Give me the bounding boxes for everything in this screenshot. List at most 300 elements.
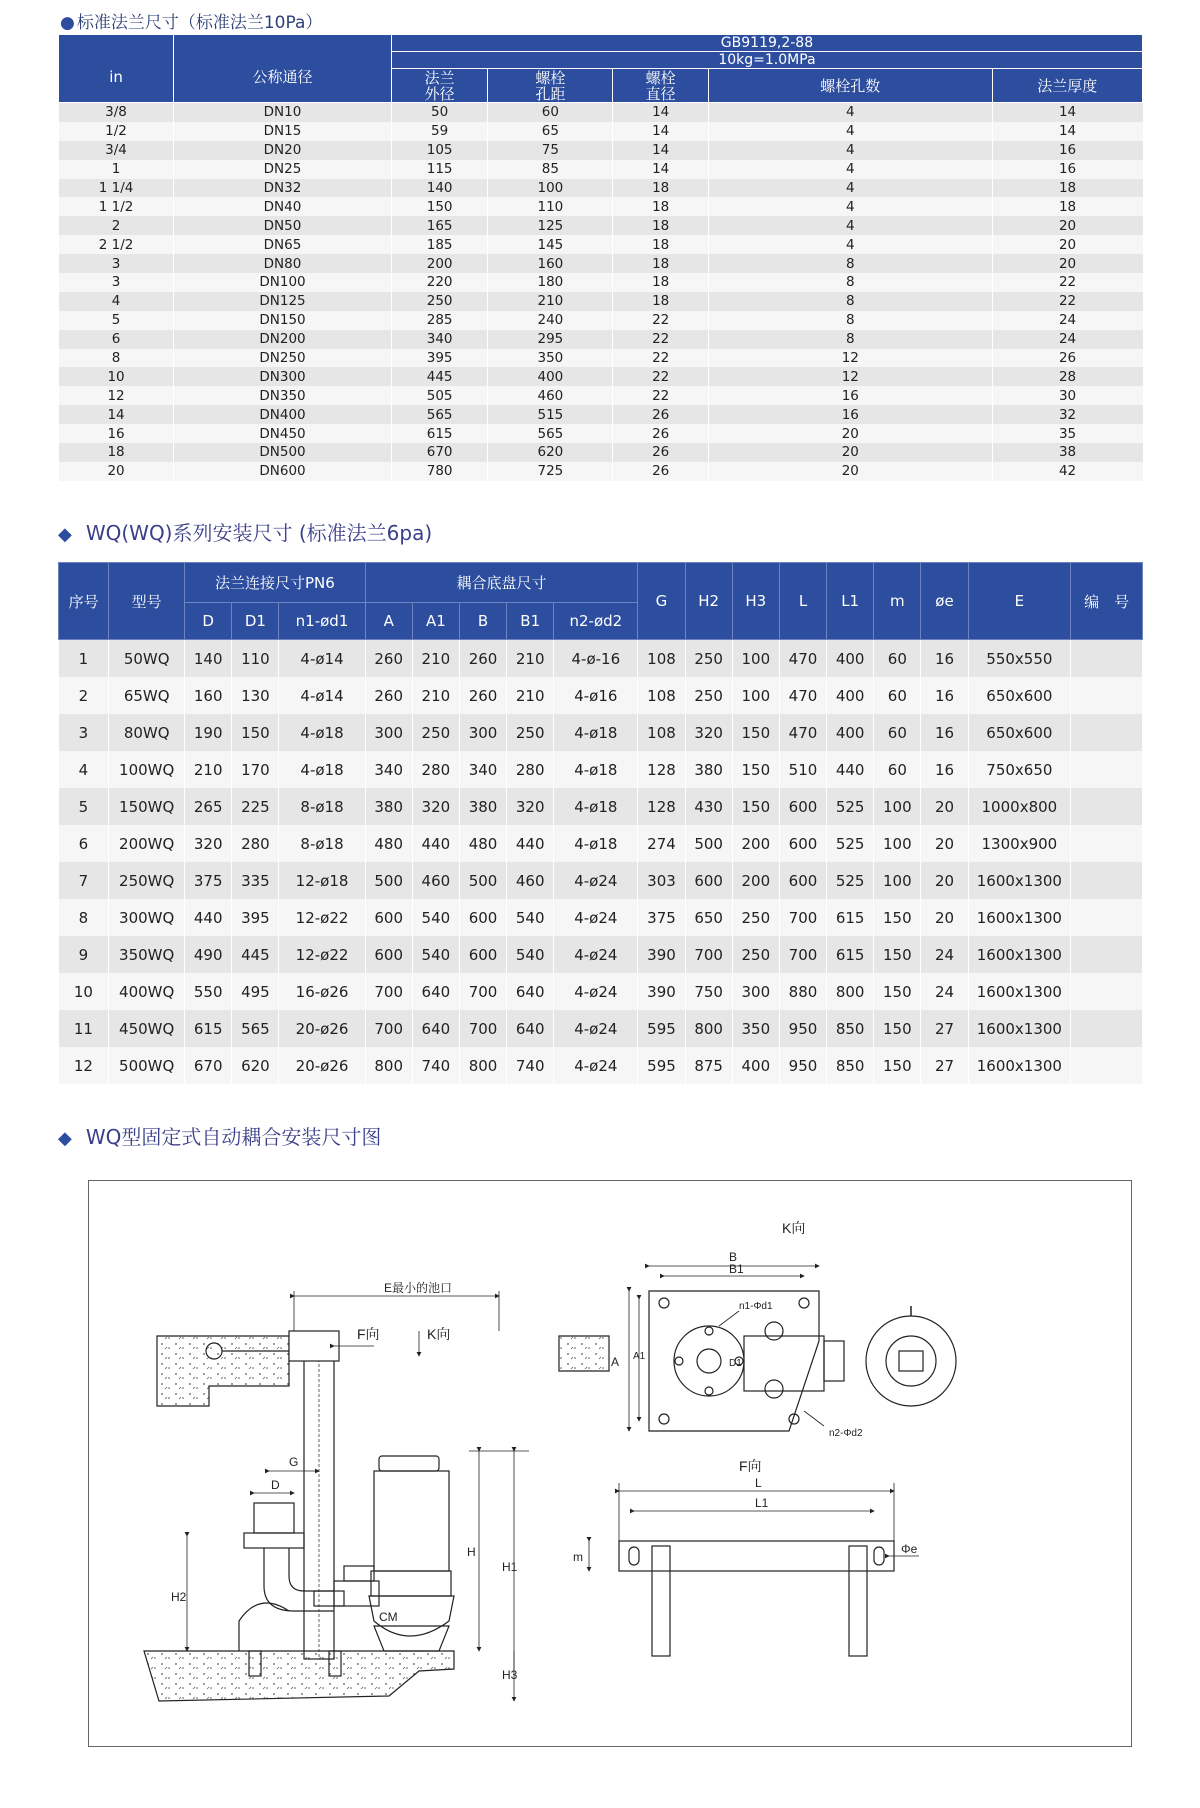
table-cell: 75 <box>488 141 613 160</box>
table-cell: DN10 <box>174 103 392 122</box>
table-cell: 540 <box>507 899 554 936</box>
table-cell: 4-ø18 <box>279 714 365 751</box>
table-cell: DN80 <box>174 254 392 273</box>
table-cell: DN50 <box>174 216 392 235</box>
seq-header: 序号 <box>59 563 109 640</box>
table-cell <box>1071 862 1143 899</box>
table-cell: 350WQ <box>109 936 185 973</box>
table-cell: 210 <box>507 677 554 714</box>
table-cell: 390 <box>638 973 685 1010</box>
table-row <box>59 1047 1143 1084</box>
table-cell: 515 <box>488 405 613 424</box>
table-cell: 395 <box>391 349 487 368</box>
table-cell: 165 <box>391 216 487 235</box>
d1-header: D1 <box>232 603 279 640</box>
table-cell: 20-ø26 <box>279 1010 365 1047</box>
table-cell: 200WQ <box>109 825 185 862</box>
table-cell: 2 1/2 <box>59 235 174 254</box>
model-header: 型号 <box>109 563 185 640</box>
table-cell: 600 <box>365 899 412 936</box>
table-cell: 220 <box>391 273 487 292</box>
l-header: L <box>779 563 826 640</box>
oe-header: øe <box>921 563 968 640</box>
table-cell: 105 <box>391 141 487 160</box>
table-cell: 880 <box>779 973 826 1010</box>
table-cell: 4-ø18 <box>554 788 638 825</box>
table-cell: 18 <box>613 254 709 273</box>
h-label: H <box>467 1545 476 1559</box>
table-cell: 50WQ <box>109 640 185 678</box>
n2-label: n2-Φd2 <box>829 1428 863 1439</box>
table-cell: DN100 <box>174 273 392 292</box>
k-view <box>629 1266 956 1431</box>
table-cell: 350 <box>488 349 613 368</box>
table-cell: 700 <box>365 973 412 1010</box>
table-cell: 300WQ <box>109 899 185 936</box>
table-cell: 20 <box>708 462 992 481</box>
table-cell: 4-ø14 <box>279 677 365 714</box>
table-cell: 565 <box>488 424 613 443</box>
table-cell: 7 <box>59 862 109 899</box>
table-cell: 440 <box>827 751 874 788</box>
table-cell: 800 <box>685 1010 732 1047</box>
table-cell: 8 <box>708 292 992 311</box>
table-cell: 24 <box>992 311 1142 330</box>
table-cell: 8 <box>708 311 992 330</box>
table-cell: 565 <box>391 405 487 424</box>
install-table <box>58 562 1143 1084</box>
table-cell: 600 <box>779 825 826 862</box>
table-cell: 18 <box>613 273 709 292</box>
table-cell: 128 <box>638 788 685 825</box>
table-cell: 1600x1300 <box>968 862 1071 899</box>
table-cell: 1600x1300 <box>968 1047 1071 1084</box>
table-row <box>59 443 1143 462</box>
table-cell: 20 <box>921 862 968 899</box>
table-cell: DN32 <box>174 179 392 198</box>
d-label: D <box>271 1478 280 1492</box>
table-cell: 320 <box>412 788 459 825</box>
table-cell: DN25 <box>174 160 392 179</box>
table-cell: 150 <box>732 788 779 825</box>
table-cell: 22 <box>992 292 1142 311</box>
table-cell: 525 <box>827 862 874 899</box>
table-cell: 4-ø18 <box>554 714 638 751</box>
bolt-pitch-header: 螺栓孔距 <box>488 69 613 103</box>
table-cell: 18 <box>613 235 709 254</box>
table-cell: 30 <box>992 386 1142 405</box>
f-view <box>589 1483 919 1656</box>
table-cell: 4 <box>708 179 992 198</box>
table-cell: 265 <box>185 788 232 825</box>
table-row <box>59 273 1143 292</box>
m-header: m <box>874 563 921 640</box>
table-cell: 150WQ <box>109 788 185 825</box>
k-view-label: K向 <box>782 1220 806 1236</box>
table-cell: 670 <box>185 1047 232 1084</box>
table-row <box>59 788 1143 825</box>
table-cell: 280 <box>412 751 459 788</box>
table-cell: 250WQ <box>109 862 185 899</box>
bolt-dia-header: 螺栓直径 <box>613 69 709 103</box>
table-cell: 470 <box>779 640 826 678</box>
table-cell: 100 <box>874 788 921 825</box>
table-cell: 4-ø24 <box>554 973 638 1010</box>
h3-header: H3 <box>732 563 779 640</box>
table-cell: 4 <box>708 141 992 160</box>
table-cell: 430 <box>685 788 732 825</box>
table-cell: 1600x1300 <box>968 936 1071 973</box>
table-cell: 100 <box>732 640 779 678</box>
table-cell: 1 1/2 <box>59 197 174 216</box>
table-cell: 4 <box>59 751 109 788</box>
table2-title: ◆ WQ(WQ)系列安装尺寸 (标准法兰6pa) <box>58 521 433 545</box>
table-cell: 400WQ <box>109 973 185 1010</box>
table-cell: DN450 <box>174 424 392 443</box>
table-cell: 24 <box>921 973 968 1010</box>
table-cell: 18 <box>613 292 709 311</box>
table-cell: 27 <box>921 1010 968 1047</box>
table-cell: 8 <box>708 330 992 349</box>
table-cell: 100 <box>874 825 921 862</box>
table-cell: 350 <box>732 1010 779 1047</box>
table-cell <box>1071 788 1143 825</box>
table-cell: 14 <box>613 141 709 160</box>
table-row <box>59 677 1143 714</box>
n1-label: n1-Φd1 <box>739 1301 773 1312</box>
table-cell: 500 <box>459 862 506 899</box>
table-row <box>59 160 1143 179</box>
drawing-title: ◆ WQ型固定式自动耦合安装尺寸图 <box>58 1125 382 1149</box>
table-cell: 18 <box>613 216 709 235</box>
table-cell: 600 <box>685 862 732 899</box>
table-cell: 380 <box>459 788 506 825</box>
table-cell: 460 <box>412 862 459 899</box>
table-cell: 210 <box>412 640 459 678</box>
table-cell: 2 <box>59 216 174 235</box>
table-cell: 85 <box>488 160 613 179</box>
table-cell: 600 <box>459 899 506 936</box>
table-cell: 500WQ <box>109 1047 185 1084</box>
table-cell: 100 <box>488 179 613 198</box>
table-cell <box>1071 714 1143 751</box>
table-cell: 320 <box>685 714 732 751</box>
table-cell: 4 <box>59 292 174 311</box>
table-cell: 1600x1300 <box>968 899 1071 936</box>
table-cell: 400 <box>732 1047 779 1084</box>
table-cell: 8 <box>59 899 109 936</box>
table-cell: 65 <box>488 122 613 141</box>
table-cell: 4-ø14 <box>279 640 365 678</box>
table-cell: 160 <box>488 254 613 273</box>
table-row <box>59 103 1143 122</box>
table-cell: 60 <box>874 677 921 714</box>
d-header: D <box>185 603 232 640</box>
table-cell: 600 <box>779 788 826 825</box>
b-label: B <box>729 1250 738 1264</box>
table-cell <box>1071 1010 1143 1047</box>
table-cell: 185 <box>391 235 487 254</box>
table-cell: 875 <box>685 1047 732 1084</box>
d1-label: D1 <box>729 1358 742 1369</box>
table-cell: 60 <box>488 103 613 122</box>
table-cell: 200 <box>391 254 487 273</box>
table-cell: 395 <box>232 899 279 936</box>
table-cell: 38 <box>992 443 1142 462</box>
standard-header: GB9119,2-88 <box>391 35 1142 52</box>
b1-header: B1 <box>507 603 554 640</box>
table-row <box>59 405 1143 424</box>
table-cell: 1000x800 <box>968 788 1071 825</box>
table-cell: 470 <box>779 677 826 714</box>
table-cell: 700 <box>459 1010 506 1047</box>
table-cell: 250 <box>412 714 459 751</box>
table-cell: 500 <box>685 825 732 862</box>
table-row <box>59 936 1143 973</box>
table-row <box>59 349 1143 368</box>
table-cell: 340 <box>459 751 506 788</box>
table-cell: 14 <box>613 122 709 141</box>
table-cell: 480 <box>365 825 412 862</box>
table-cell: 20 <box>708 443 992 462</box>
table-cell: 525 <box>827 825 874 862</box>
table-row <box>59 141 1143 160</box>
table-row <box>59 311 1143 330</box>
table-cell: 4 <box>708 160 992 179</box>
table-cell: 28 <box>992 367 1142 386</box>
table-cell: 26 <box>613 405 709 424</box>
table-cell: 42 <box>992 462 1142 481</box>
table-cell: 650x600 <box>968 677 1071 714</box>
flange-od-header: 法兰外径 <box>391 69 487 103</box>
table-cell: 4-ø24 <box>554 1010 638 1047</box>
table-cell <box>1071 825 1143 862</box>
table-cell: 20-ø26 <box>279 1047 365 1084</box>
table-cell: 8 <box>59 349 174 368</box>
table-cell: 60 <box>874 751 921 788</box>
table-cell: 4-ø24 <box>554 936 638 973</box>
table-cell: 500 <box>365 862 412 899</box>
table-row <box>59 386 1143 405</box>
table-cell: 525 <box>827 788 874 825</box>
table-cell: 14 <box>613 160 709 179</box>
table-cell: 11 <box>59 1010 109 1047</box>
table-row <box>59 751 1143 788</box>
table-cell: 450WQ <box>109 1010 185 1047</box>
table-row <box>59 862 1143 899</box>
table-cell: 20 <box>921 788 968 825</box>
table-cell <box>1071 899 1143 936</box>
table-row <box>59 179 1143 198</box>
table-cell: 260 <box>365 677 412 714</box>
table-cell: 250 <box>732 936 779 973</box>
table-cell: 125 <box>488 216 613 235</box>
table-cell: 100 <box>732 677 779 714</box>
table-cell: 1 1/4 <box>59 179 174 198</box>
table-cell: 50 <box>391 103 487 122</box>
h2-label: H2 <box>171 1590 187 1604</box>
table-cell: 16 <box>921 751 968 788</box>
table-row <box>59 197 1143 216</box>
b1-label: B1 <box>729 1262 744 1276</box>
table-cell: 480 <box>459 825 506 862</box>
table1-title: ● 标准法兰尺寸（标准法兰10Pa） <box>60 13 323 33</box>
table-cell: 460 <box>507 862 554 899</box>
table-cell: 24 <box>921 936 968 973</box>
table-cell: 260 <box>459 677 506 714</box>
bullet-icon: ● <box>60 13 75 33</box>
table-cell: 200 <box>732 862 779 899</box>
table-cell: 110 <box>232 640 279 678</box>
l1-header: L1 <box>827 563 874 640</box>
table-cell: 550x550 <box>968 640 1071 678</box>
table-cell: 59 <box>391 122 487 141</box>
table-cell: 14 <box>992 103 1142 122</box>
table-cell: 445 <box>232 936 279 973</box>
a1-label: A1 <box>633 1351 646 1362</box>
table-cell: 16 <box>921 714 968 751</box>
table-cell: 18 <box>992 179 1142 198</box>
table-cell: 280 <box>232 825 279 862</box>
table-cell: 540 <box>412 936 459 973</box>
table-cell: 20 <box>992 235 1142 254</box>
table-cell: 12 <box>708 349 992 368</box>
base-group-header: 耦合底盘尺寸 <box>365 563 638 603</box>
table-cell: 440 <box>507 825 554 862</box>
table-cell: 340 <box>391 330 487 349</box>
table-cell: 615 <box>827 936 874 973</box>
table-row <box>59 292 1143 311</box>
table-row <box>59 122 1143 141</box>
a-header: A <box>365 603 412 640</box>
table-cell: 300 <box>732 973 779 1010</box>
table-cell: 400 <box>488 367 613 386</box>
table-cell: 700 <box>459 973 506 1010</box>
e-header: E <box>968 563 1071 640</box>
table-cell: 505 <box>391 386 487 405</box>
table-cell: 4-ø24 <box>554 1047 638 1084</box>
code-header: 编 号 <box>1071 563 1143 640</box>
table-cell: 650 <box>685 899 732 936</box>
table-cell: 108 <box>638 640 685 678</box>
table-cell: 380 <box>365 788 412 825</box>
table-cell: DN20 <box>174 141 392 160</box>
table-cell: DN350 <box>174 386 392 405</box>
cm-label: CM <box>379 1610 398 1624</box>
table-cell: 8-ø18 <box>279 825 365 862</box>
table-cell: 1 <box>59 160 174 179</box>
table-cell: 8 <box>708 273 992 292</box>
table-cell: 375 <box>185 862 232 899</box>
table-cell: 400 <box>827 714 874 751</box>
thickness-header: 法兰厚度 <box>992 69 1142 103</box>
table-cell: 550 <box>185 973 232 1010</box>
table-cell: 4 <box>708 122 992 141</box>
table-cell: 150 <box>874 1047 921 1084</box>
table-cell: 250 <box>685 640 732 678</box>
table-cell: 210 <box>488 292 613 311</box>
table-cell: 950 <box>779 1047 826 1084</box>
table-cell: 390 <box>638 936 685 973</box>
table-cell: 540 <box>507 936 554 973</box>
table-cell: 650x600 <box>968 714 1071 751</box>
table-cell: 16 <box>921 640 968 678</box>
table-cell: DN300 <box>174 367 392 386</box>
table-cell: 20 <box>921 899 968 936</box>
installation-drawing <box>88 1180 1132 1747</box>
table-cell: 250 <box>391 292 487 311</box>
table-row <box>59 235 1143 254</box>
table-cell: 1300x900 <box>968 825 1071 862</box>
table-cell: 750 <box>685 973 732 1010</box>
table-cell: 300 <box>459 714 506 751</box>
table-cell: 285 <box>391 311 487 330</box>
table-cell: 12 <box>59 1047 109 1084</box>
table-cell: 670 <box>391 443 487 462</box>
table-cell: 22 <box>613 386 709 405</box>
table-cell: 4 <box>708 235 992 254</box>
table-cell: 540 <box>412 899 459 936</box>
table-cell: 260 <box>365 640 412 678</box>
table-cell: 440 <box>412 825 459 862</box>
table-cell: 800 <box>459 1047 506 1084</box>
table-cell: 274 <box>638 825 685 862</box>
table-cell: 3 <box>59 254 174 273</box>
table-cell: 16 <box>708 405 992 424</box>
h3-label: H3 <box>502 1668 518 1682</box>
oe-label: Φe <box>901 1542 918 1556</box>
table-cell: 150 <box>874 936 921 973</box>
table-row <box>59 640 1143 678</box>
table-cell: 600 <box>779 862 826 899</box>
table-cell <box>1071 677 1143 714</box>
table-row <box>59 254 1143 273</box>
table-cell: 4-ø24 <box>554 899 638 936</box>
table-cell: 8 <box>708 254 992 273</box>
table-cell: 3 <box>59 273 174 292</box>
table-cell: 3/4 <box>59 141 174 160</box>
table-cell: 240 <box>488 311 613 330</box>
table-cell: 225 <box>232 788 279 825</box>
diamond-icon: ◆ <box>58 1128 72 1149</box>
table-cell <box>1071 973 1143 1010</box>
table-cell: 18 <box>613 197 709 216</box>
table-cell: 10 <box>59 367 174 386</box>
e-min-label: E最小的池口 <box>384 1281 453 1295</box>
table-cell: 16 <box>992 141 1142 160</box>
table-cell: 640 <box>507 1010 554 1047</box>
table-cell: 22 <box>613 349 709 368</box>
table-row <box>59 424 1143 443</box>
table-cell: 615 <box>391 424 487 443</box>
table-cell <box>1071 640 1143 678</box>
b-header: B <box>459 603 506 640</box>
table-cell: 100 <box>874 862 921 899</box>
table-cell: 20 <box>708 424 992 443</box>
table-cell: 12-ø22 <box>279 899 365 936</box>
table-cell: 20 <box>992 216 1142 235</box>
table-cell: 4 <box>708 216 992 235</box>
table-cell: 24 <box>992 330 1142 349</box>
table-cell: 108 <box>638 714 685 751</box>
table-cell: 140 <box>391 179 487 198</box>
table-cell: 12-ø18 <box>279 862 365 899</box>
table-cell: 108 <box>638 677 685 714</box>
table-cell: 320 <box>185 825 232 862</box>
table-cell: 150 <box>732 714 779 751</box>
table-cell: 615 <box>185 1010 232 1047</box>
bolt-holes-header: 螺栓孔数 <box>708 69 992 103</box>
